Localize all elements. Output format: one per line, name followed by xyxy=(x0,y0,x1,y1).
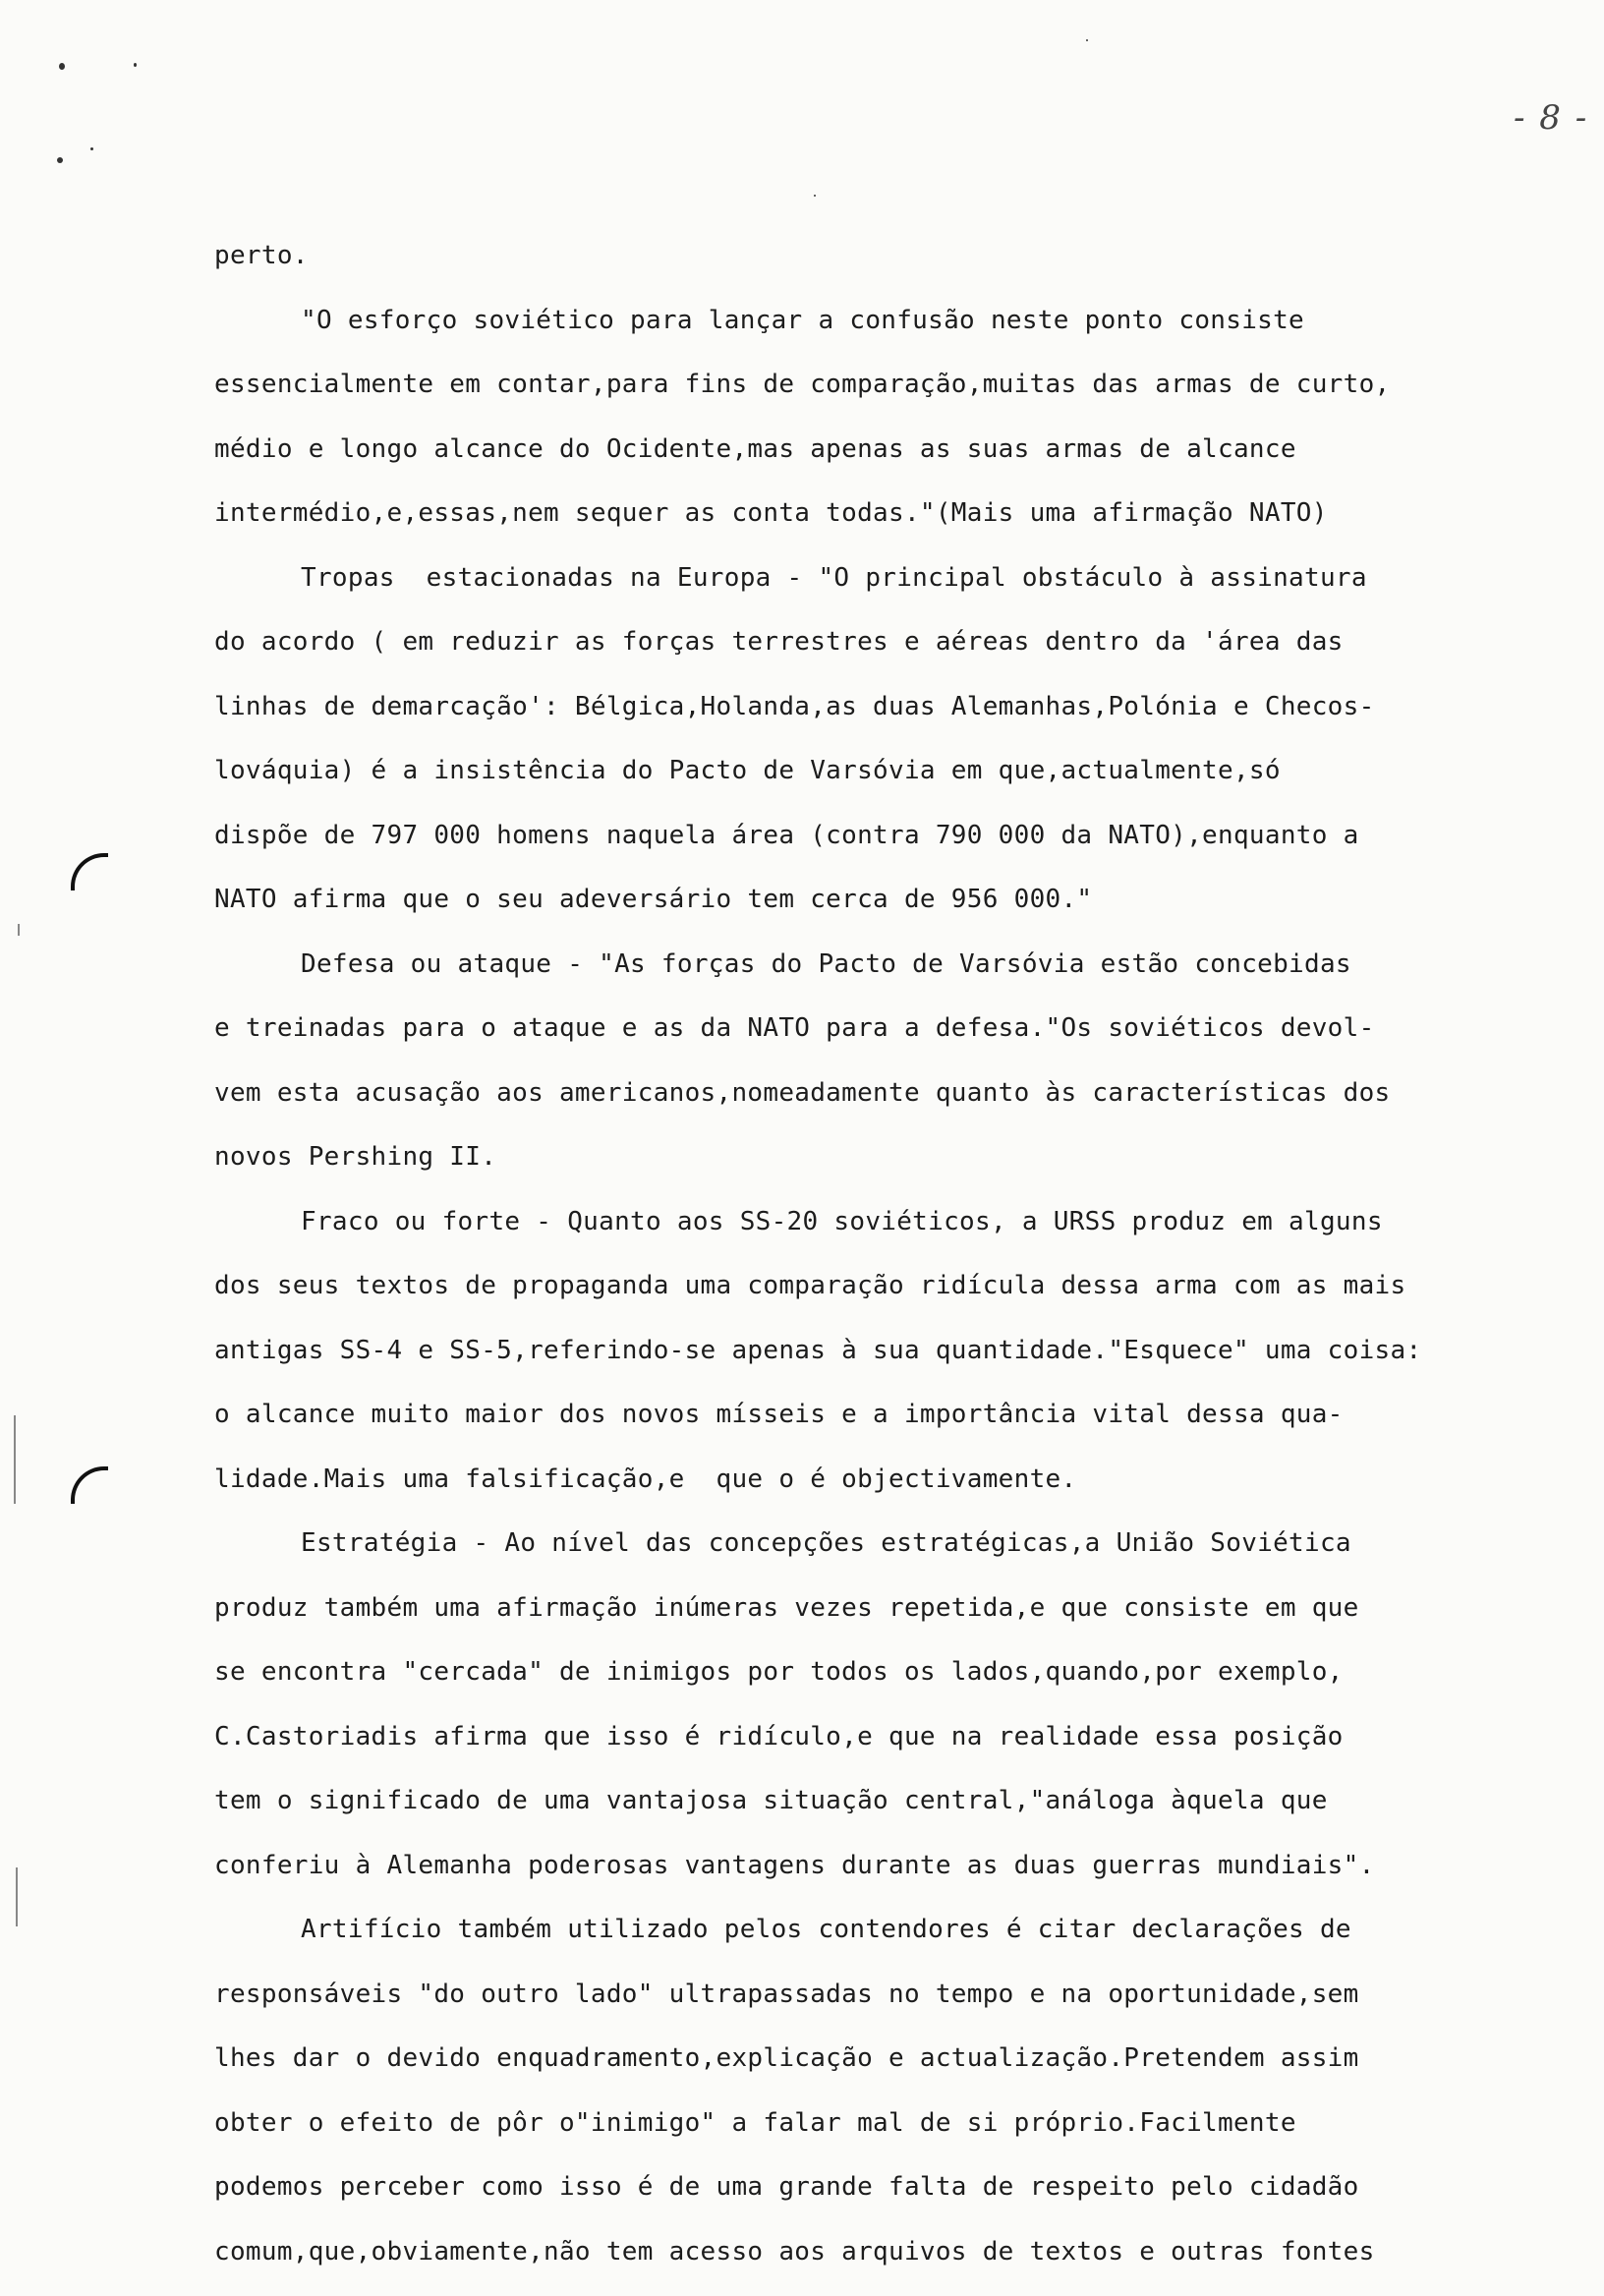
text-line: intermédio,e,essas,nem sequer as conta todas."(Mais uma afirmação NATO) xyxy=(214,498,1328,528)
text-line: e treinadas para o ataque e as da NATO para a defesa."Os soviéticos devol- xyxy=(214,1013,1375,1043)
scan-speck xyxy=(57,157,63,163)
text-line: Estratégia - Ao nível das concepções estratégicas,a União Soviética xyxy=(301,1528,1351,1558)
paragraph xyxy=(214,546,1561,933)
scan-speck xyxy=(814,195,816,197)
text-line: Fraco ou forte - Quanto aos SS-20 soviéticos, a URSS produz em alguns xyxy=(301,1206,1383,1236)
text-line: lováquia) é a insistência do Pacto de Varsóvia em que,actualmente,só xyxy=(214,756,1281,785)
text-line: Artifício também utilizado pelos contendores é citar declarações de xyxy=(301,1915,1351,1944)
binding-hole-mark xyxy=(71,853,108,890)
text-line: tem o significado de uma vantajosa situação central,"análoga àquela que xyxy=(214,1786,1328,1815)
text-line: comum,que,obviamente,não tem acesso aos arquivos de textos e outras fontes xyxy=(214,2236,1375,2267)
binding-hole-mark xyxy=(71,1466,108,1504)
text-line: vem esta acusação aos americanos,nomeadamente quanto às características dos xyxy=(214,1077,1391,1108)
scan-speck xyxy=(90,147,93,150)
text-line: o alcance muito maior dos novos mísseis e a importância vital dessa qua- xyxy=(214,1400,1344,1429)
text-line: C.Castoriadis afirma que isso é ridículo,e que na realidade essa posição xyxy=(214,1721,1344,1751)
text-line: responsáveis "do outro lado" ultrapassadas no tempo e na oportunidade,sem xyxy=(214,1979,1359,2009)
paragraph xyxy=(214,1190,1561,1513)
margin-tick xyxy=(18,924,20,936)
text-line: do acordo ( em reduzir as forças terrestres e aéreas dentro da 'área das xyxy=(214,627,1344,657)
text-line: perto. xyxy=(214,241,309,270)
page-number: - 8 - xyxy=(1514,98,1589,138)
body-text xyxy=(214,224,1561,2284)
text-line: lidade.Mais uma falsificação,e que o é objectivamente. xyxy=(214,1464,1077,1494)
text-line: conferiu à Alemanha poderosas vantagens durante as duas guerras mundiais". xyxy=(214,1850,1375,1880)
text-line: essencialmente em contar,para fins de comparação,muitas das armas de curto, xyxy=(214,370,1391,399)
text-line: médio e longo alcance do Ocidente,mas apenas as suas armas de alcance xyxy=(214,433,1296,464)
paragraph xyxy=(214,1898,1561,2284)
paragraph xyxy=(214,224,1561,289)
text-line: lhes dar o devido enquadramento,explicação e actualização.Pretendem assim xyxy=(214,2043,1359,2073)
paragraph xyxy=(214,1512,1561,1898)
scan-speck xyxy=(1086,39,1088,41)
text-line: obter o efeito de pôr o"inimigo" a falar mal de si próprio.Facilmente xyxy=(214,2107,1296,2138)
margin-tick xyxy=(14,1415,16,1504)
text-line: dos seus textos de propaganda uma comparação ridícula dessa arma com as mais xyxy=(214,1271,1406,1300)
text-line: NATO afirma que o seu adeversário tem cerca de 956 000." xyxy=(214,885,1093,914)
paragraph xyxy=(214,933,1561,1190)
text-line: podemos perceber como isso é de uma grande falta de respeito pelo cidadão xyxy=(214,2172,1359,2202)
text-line: antigas SS-4 e SS-5,referindo-se apenas à sua quantidade."Esquece" uma coisa: xyxy=(214,1335,1422,1365)
scan-speck xyxy=(134,63,137,67)
text-line: "O esforço soviético para lançar a confusão neste ponto consiste xyxy=(301,305,1305,335)
scan-speck xyxy=(59,63,65,70)
text-line: produz também uma afirmação inúmeras vezes repetida,e que consiste em que xyxy=(214,1592,1359,1623)
text-line: se encontra "cercada" de inimigos por todos os lados,quando,por exemplo, xyxy=(214,1657,1344,1687)
text-line: Defesa ou ataque - "As forças do Pacto de Varsóvia estão concebidas xyxy=(301,948,1351,979)
paragraph xyxy=(214,289,1561,546)
text-line: linhas de demarcação': Bélgica,Holanda,as duas Alemanhas,Polónia e Checos- xyxy=(214,691,1375,721)
text-line: novos Pershing II. xyxy=(214,1142,497,1172)
margin-tick xyxy=(16,1867,18,1926)
text-line: dispõe de 797 000 homens naquela área (contra 790 000 da NATO),enquanto a xyxy=(214,820,1359,850)
text-line: Tropas estacionadas na Europa - "O principal obstáculo à assinatura xyxy=(301,562,1367,593)
